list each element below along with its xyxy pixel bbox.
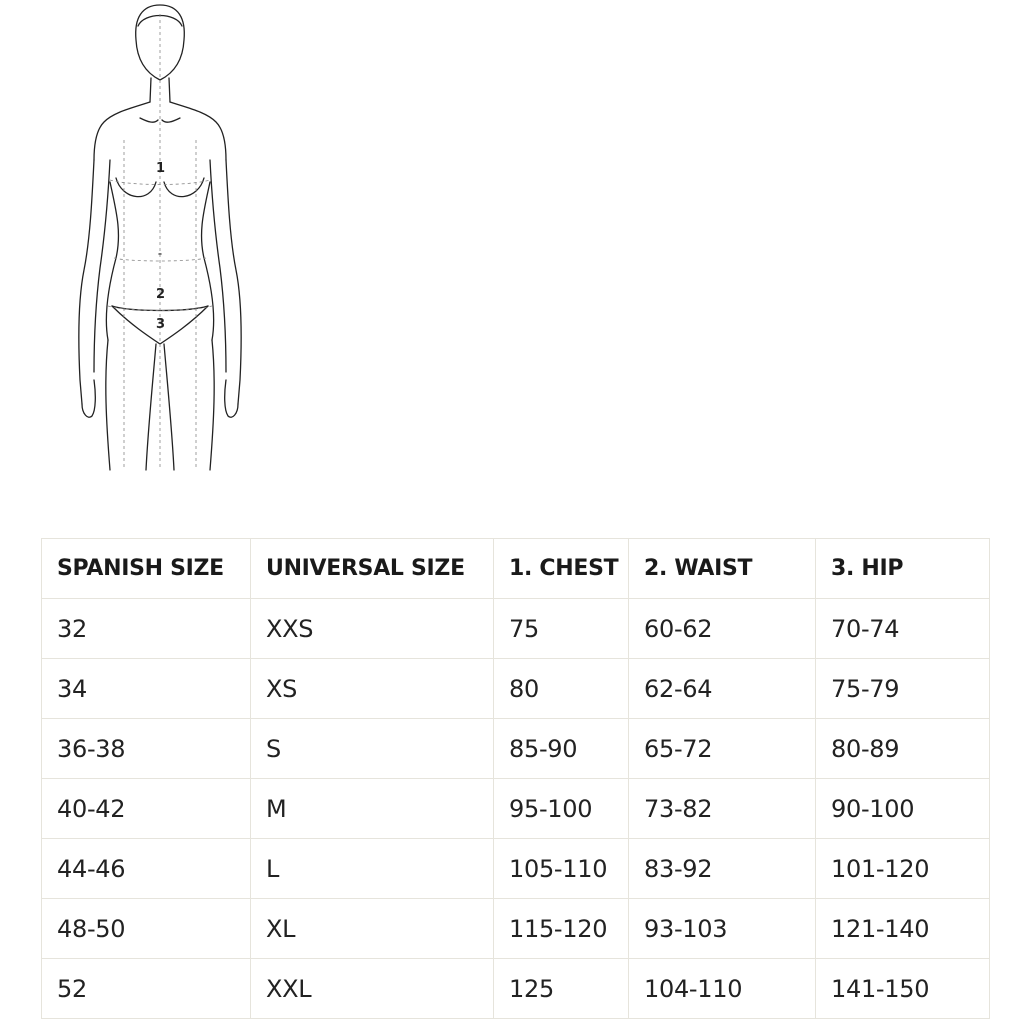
cell-chest: 95-100 xyxy=(494,779,629,839)
header-chest: 1. CHEST xyxy=(494,539,629,599)
table-header-row xyxy=(42,539,990,599)
cell-waist: 60-62 xyxy=(629,599,816,659)
cell-waist: 93-103 xyxy=(629,899,816,959)
size-chart-table xyxy=(41,538,990,1019)
header-spanish-size: SPANISH SIZE xyxy=(42,539,251,599)
cell-chest: 105-110 xyxy=(494,839,629,899)
cell-spanish-size: 34 xyxy=(42,659,251,719)
cell-hip: 90-100 xyxy=(816,779,990,839)
cell-spanish-size: 32 xyxy=(42,599,251,659)
cell-spanish-size: 40-42 xyxy=(42,779,251,839)
cell-universal-size: S xyxy=(251,719,494,779)
table-row xyxy=(42,659,990,719)
cell-chest: 115-120 xyxy=(494,899,629,959)
cell-universal-size: XL xyxy=(251,899,494,959)
cell-chest: 80 xyxy=(494,659,629,719)
table-row xyxy=(42,959,990,1019)
body-outline-illustration xyxy=(70,0,260,480)
cell-waist: 65-72 xyxy=(629,719,816,779)
cell-universal-size: XXS xyxy=(251,599,494,659)
table-row xyxy=(42,599,990,659)
cell-universal-size: XS xyxy=(251,659,494,719)
measure-label-waist: 2 xyxy=(156,287,166,302)
cell-waist: 73-82 xyxy=(629,779,816,839)
cell-universal-size: L xyxy=(251,839,494,899)
cell-spanish-size: 52 xyxy=(42,959,251,1019)
table-row xyxy=(42,839,990,899)
cell-hip: 121-140 xyxy=(816,899,990,959)
measure-label-chest: 1 xyxy=(156,161,166,176)
cell-spanish-size: 44-46 xyxy=(42,839,251,899)
measure-label-hip: 3 xyxy=(156,317,166,332)
cell-waist: 104-110 xyxy=(629,959,816,1019)
header-hip: 3. HIP xyxy=(816,539,990,599)
cell-hip: 101-120 xyxy=(816,839,990,899)
cell-chest: 85-90 xyxy=(494,719,629,779)
cell-hip: 141-150 xyxy=(816,959,990,1019)
cell-spanish-size: 48-50 xyxy=(42,899,251,959)
cell-waist: 62-64 xyxy=(629,659,816,719)
cell-spanish-size: 36-38 xyxy=(42,719,251,779)
cell-hip: 70-74 xyxy=(816,599,990,659)
cell-waist: 83-92 xyxy=(629,839,816,899)
cell-chest: 75 xyxy=(494,599,629,659)
cell-hip: 80-89 xyxy=(816,719,990,779)
table-row xyxy=(42,719,990,779)
body-measurement-figure xyxy=(70,0,260,480)
cell-universal-size: XXL xyxy=(251,959,494,1019)
table-row xyxy=(42,899,990,959)
header-waist: 2. WAIST xyxy=(629,539,816,599)
cell-hip: 75-79 xyxy=(816,659,990,719)
cell-chest: 125 xyxy=(494,959,629,1019)
cell-universal-size: M xyxy=(251,779,494,839)
table-row xyxy=(42,779,990,839)
header-universal-size: UNIVERSAL SIZE xyxy=(251,539,494,599)
